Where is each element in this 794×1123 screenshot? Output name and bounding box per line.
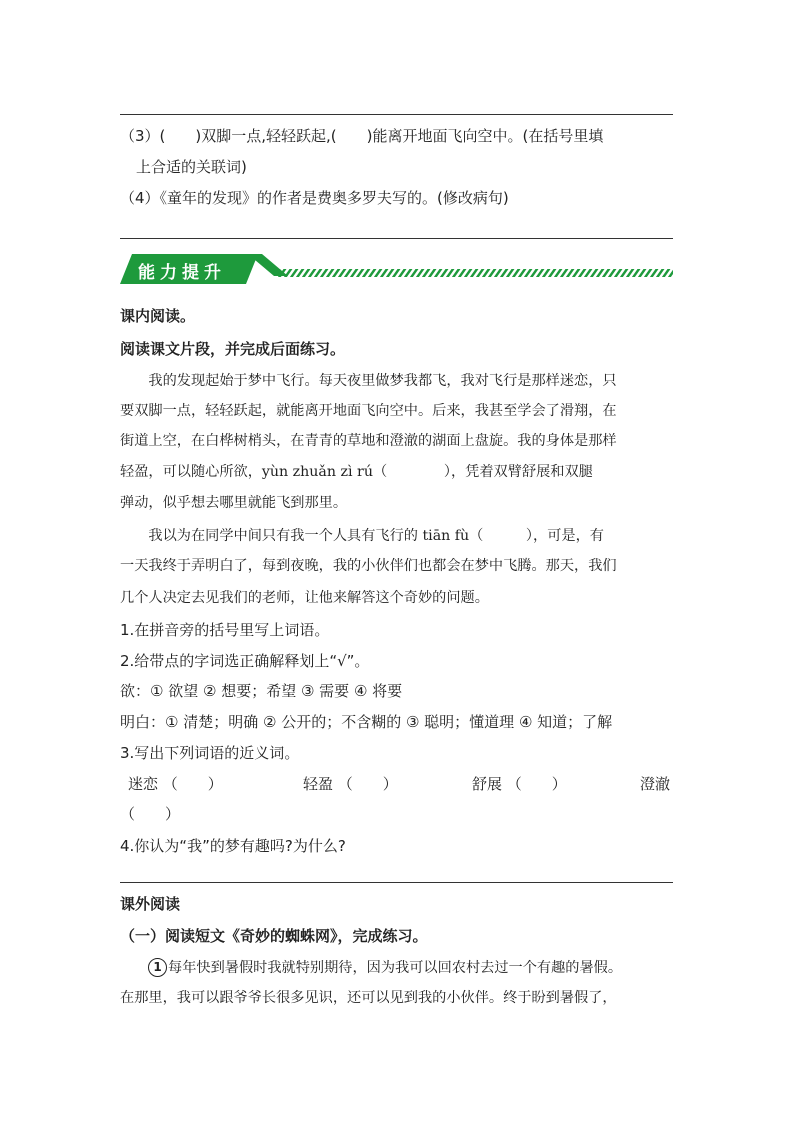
divider [120,238,673,239]
exercise-1: 1.在拼音旁的括号里写上词语。 [120,621,330,639]
passage-line: 弹动，似乎想去哪里就能飞到那里。 [120,495,348,511]
passage-line: 要双脚一点，轻轻跃起，就能离开地面飞向空中。后来，我甚至学会了滑翔，在 [120,403,617,419]
outclass-passage-line [120,958,676,978]
divider [120,882,673,883]
outclass-instruction: （一）阅读短文《奇妙的蜘蛛网》，完成练习。 [120,927,428,945]
question-3-line2: 上合适的关联词) [136,158,247,176]
section-banner [120,254,673,284]
exercise-4: 4.你认为“我”的梦有趣吗?为什么? [120,837,346,855]
divider [120,114,673,115]
passage-line: 轻盈，可以随心所欲，yùn zhuǎn zì rú（ ），凭着双臂舒展和双腿 [120,464,593,480]
banner-title: 能力提升 [138,263,226,283]
inclass-heading: 课内阅读。 [120,307,196,325]
paragraph-number-badge: 1 [148,958,167,977]
exercise-2-option-yu: 欲：① 欲望 ② 想要；希望 ③ 需要 ④ 将要 [120,682,403,700]
outclass-passage-line: 在那里，我可以跟爷爷长很多见识，还可以见到我的小伙伴。终于盼到暑假了， [120,990,617,1006]
synonym-item: 澄澈 [640,775,671,793]
question-4: （4）《童年的发现》的作者是费奥多罗夫写的。(修改病句) [120,189,509,207]
question-3-line1: （3）( )双脚一点,轻轻跃起,( )能离开地面飞向空中。(在括号里填 [120,127,604,145]
passage-line: 几个人决定去见我们的老师，让他来解答这个奇妙的问题。 [120,590,489,606]
passage-line: 街道上空，在白桦树梢头，在青青的草地和澄澈的湖面上盘旋。我的身体是那样 [120,433,617,449]
synonym-item: 舒展 （ ） [472,775,567,793]
passage-text: 每年快到暑假时我就特别期待，因为我可以回农村去过一个有趣的暑假。 [168,960,623,976]
synonym-item: 迷恋 （ ） [128,775,223,793]
passage-line: 一天我终于弄明白了，每到夜晚，我的小伙伴们也都会在梦中飞腾。那天，我们 [120,558,617,574]
synonym-blank: （ ） [120,805,181,823]
passage-line: 我以为在同学中间只有我一个人具有飞行的 tiān fù（ ），可是，有 [120,528,604,544]
exercise-2-option-mingbai: 明白：① 清楚；明确 ② 公开的；不含糊的 ③ 聪明；懂道理 ④ 知道；了解 [120,713,613,731]
outclass-heading: 课外阅读 [120,895,181,913]
synonym-item: 轻盈 （ ） [303,775,398,793]
inclass-instruction: 阅读课文片段，并完成后面练习。 [120,340,346,358]
passage-line: 我的发现起始于梦中飞行。每天夜里做梦我都飞，我对飞行是那样迷恋，只 [120,373,617,389]
exercise-3: 3.写出下列词语的近义词。 [120,744,300,762]
exercise-2: 2.给带点的字词选正确解释划上“√”。 [120,652,370,670]
